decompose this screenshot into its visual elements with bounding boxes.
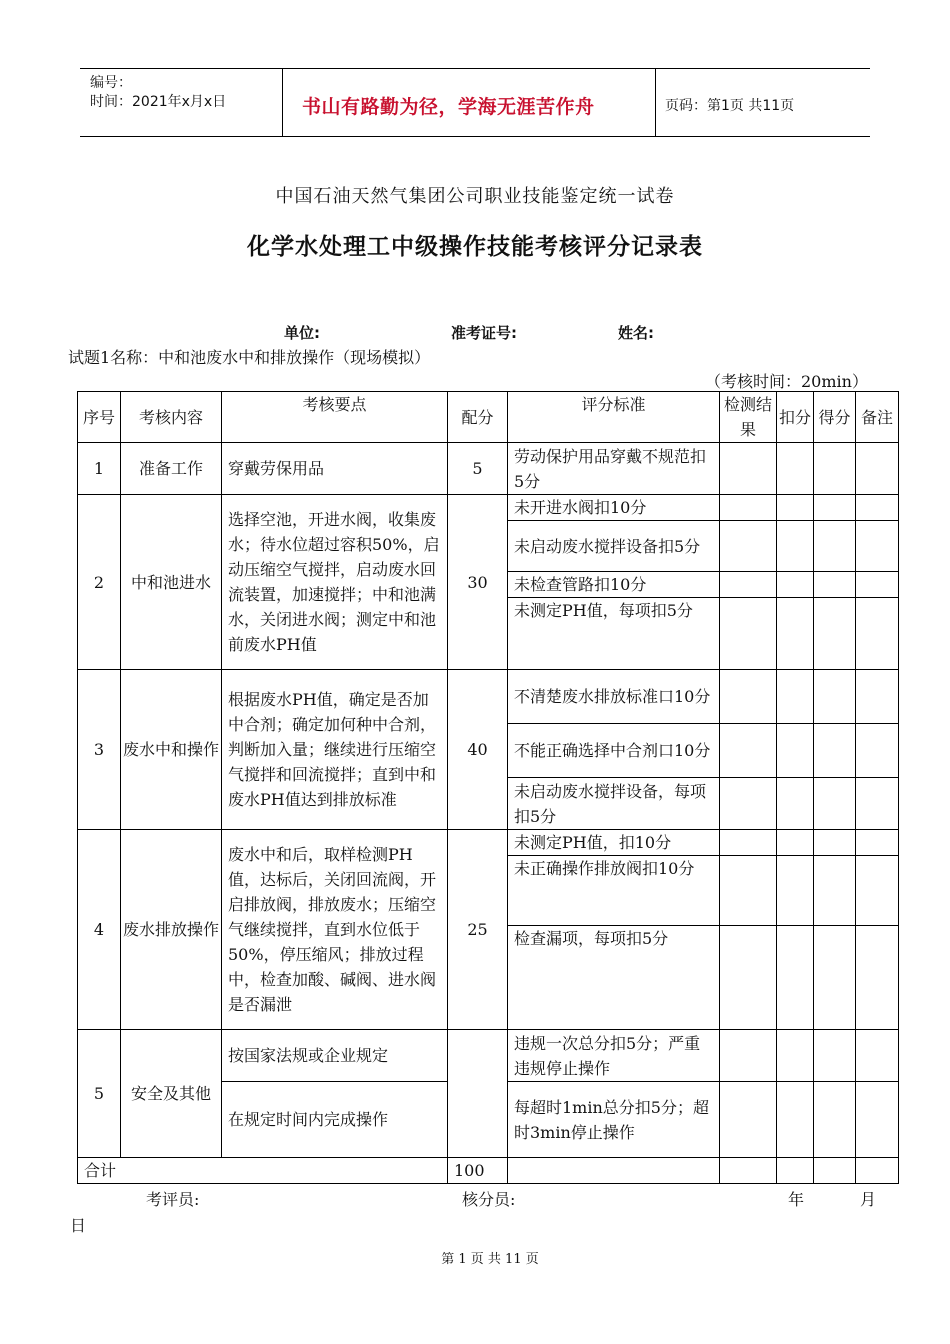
row2b-result-cell[interactable]: [720, 521, 777, 572]
row3c-remark-cell[interactable]: [856, 778, 899, 830]
table-row: [78, 1030, 899, 1082]
row2c-result-cell[interactable]: [720, 572, 777, 598]
row3c-deduct-cell[interactable]: [777, 778, 814, 830]
row3-remark-cell[interactable]: [856, 670, 899, 724]
row3b-result-cell[interactable]: [720, 724, 777, 778]
row4-get-cell[interactable]: [814, 830, 856, 856]
document-title: 化学水处理工中级操作技能考核评分记录表: [247, 234, 703, 260]
row1-content: 准备工作: [121, 443, 222, 495]
row5-seq: 5: [78, 1030, 121, 1158]
total-value: 100: [448, 1158, 508, 1184]
header-get: 得分: [814, 392, 856, 443]
row2-criteria-4: 未测定PH值，每项扣5分: [508, 598, 720, 670]
total-remark-cell[interactable]: [856, 1158, 899, 1184]
row5-criteria-1: 违规一次总分扣5分；严重违规停止操作: [508, 1030, 720, 1082]
month-label: 月: [860, 1190, 877, 1209]
row4c-remark-cell[interactable]: [856, 926, 899, 1030]
row4-result-cell[interactable]: [720, 830, 777, 856]
row2c-get-cell[interactable]: [814, 572, 856, 598]
checker-label: 核分员:: [462, 1190, 516, 1209]
row3b-remark-cell[interactable]: [856, 724, 899, 778]
row3-get-cell[interactable]: [814, 670, 856, 724]
unit-label: 单位:: [284, 324, 320, 342]
exam-number-label: 准考证号:: [451, 324, 517, 342]
row5b-result-cell[interactable]: [720, 1082, 777, 1158]
row3c-result-cell[interactable]: [720, 778, 777, 830]
table-header-row: [78, 392, 899, 443]
total-deduct-cell[interactable]: [777, 1158, 814, 1184]
row4-criteria-3: 检查漏项，每项扣5分: [508, 926, 720, 1030]
scoring-table: [77, 391, 899, 1184]
exam-time: （考核时间：20min）: [705, 372, 868, 391]
row4-seq: 4: [78, 830, 121, 1030]
year-label: 年: [788, 1190, 805, 1209]
header-content: 考核内容: [121, 392, 222, 443]
day-label: 日: [70, 1216, 87, 1235]
row2-content: 中和池进水: [121, 495, 222, 670]
total-get-cell[interactable]: [814, 1158, 856, 1184]
row2b-remark-cell[interactable]: [856, 521, 899, 572]
row5b-remark-cell[interactable]: [856, 1082, 899, 1158]
row3b-get-cell[interactable]: [814, 724, 856, 778]
table-row: [78, 443, 899, 495]
page-info: 页码：第1页 共11页: [665, 98, 795, 114]
examiner-label: 考评员:: [146, 1190, 200, 1209]
row3-result-cell[interactable]: [720, 670, 777, 724]
row5-points-1: 按国家法规或企业规定: [222, 1030, 448, 1082]
row1-seq: 1: [78, 443, 121, 495]
row5-remark-cell[interactable]: [856, 1030, 899, 1082]
header-seq: 序号: [78, 392, 121, 443]
header-points: 考核要点: [222, 392, 448, 443]
header-score: 配分: [448, 392, 508, 443]
header-criteria: 评分标准: [508, 392, 720, 443]
header-bottom-rule: [80, 136, 870, 137]
name-label: 姓名:: [618, 324, 654, 342]
row5-content: 安全及其他: [121, 1030, 222, 1158]
row1-score: 5: [448, 443, 508, 495]
row2-remark-cell[interactable]: [856, 495, 899, 521]
row3c-get-cell[interactable]: [814, 778, 856, 830]
row5b-get-cell[interactable]: [814, 1082, 856, 1158]
row4c-deduct-cell[interactable]: [777, 926, 814, 1030]
time-label: 时间：2021年x月x日: [90, 94, 227, 110]
page-footer: 第 1 页 共 11 页: [441, 1252, 539, 1267]
total-criteria-cell: [508, 1158, 720, 1184]
row3-content: 废水中和操作: [121, 670, 222, 830]
row3-criteria-1: 不清楚废水排放标准口10分: [508, 670, 720, 724]
row4b-deduct-cell[interactable]: [777, 856, 814, 926]
table-row: [78, 670, 899, 724]
row2-criteria-1: 未开进水阀扣10分: [508, 495, 720, 521]
document-subtitle: 中国石油天然气集团公司职业技能鉴定统一试卷: [275, 186, 675, 207]
row3-criteria-3: 未启动废水搅拌设备，每项扣5分: [508, 778, 720, 830]
row3-points: 根据废水PH值，确定是否加中合剂；确定加何种中合剂，判断加入量；继续进行压缩空气搅拌和回流搅拌；直到中和废水PH值达到排放标准: [222, 670, 448, 830]
row3-seq: 3: [78, 670, 121, 830]
row2-get-cell[interactable]: [814, 495, 856, 521]
row4-content: 废水排放操作: [121, 830, 222, 1030]
row5-criteria-2: 每超时1min总分扣5分；超时3min停止操作: [508, 1082, 720, 1158]
row4-deduct-cell[interactable]: [777, 830, 814, 856]
header-deduct: 扣分: [777, 392, 814, 443]
row3-criteria-2: 不能正确选择中合剂口10分: [508, 724, 720, 778]
row2b-deduct-cell[interactable]: [777, 521, 814, 572]
row5-deduct-cell[interactable]: [777, 1030, 814, 1082]
header-divider-right: [655, 68, 656, 136]
row3-score: 40: [448, 670, 508, 830]
row5-points-2: 在规定时间内完成操作: [222, 1082, 448, 1158]
header-top-rule: [80, 68, 870, 69]
row4-score: 25: [448, 830, 508, 1030]
row4b-get-cell[interactable]: [814, 856, 856, 926]
row1-criteria-1: 劳动保护用品穿戴不规范扣5分: [508, 443, 720, 495]
header-divider-left: [282, 68, 283, 136]
total-label: 合计: [78, 1158, 448, 1184]
row1-remark-cell[interactable]: [856, 443, 899, 495]
row4-remark-cell[interactable]: [856, 830, 899, 856]
row2-result-cell[interactable]: [720, 495, 777, 521]
code-label: 编号：: [90, 75, 132, 91]
row2-seq: 2: [78, 495, 121, 670]
row2d-get-cell[interactable]: [814, 598, 856, 670]
row4b-result-cell[interactable]: [720, 856, 777, 926]
row2d-deduct-cell[interactable]: [777, 598, 814, 670]
row1-points: 穿戴劳保用品: [222, 443, 448, 495]
row1-get-cell[interactable]: [814, 443, 856, 495]
row4-criteria-1: 未测定PH值，扣10分: [508, 830, 720, 856]
row5b-deduct-cell[interactable]: [777, 1082, 814, 1158]
row2c-remark-cell[interactable]: [856, 572, 899, 598]
row2-score: 30: [448, 495, 508, 670]
row5-result-cell[interactable]: [720, 1030, 777, 1082]
table-row: [78, 495, 899, 521]
row4b-remark-cell[interactable]: [856, 856, 899, 926]
row2d-remark-cell[interactable]: [856, 598, 899, 670]
header-result: 检测结果: [720, 392, 777, 443]
row2d-result-cell[interactable]: [720, 598, 777, 670]
table-row: [78, 830, 899, 856]
row5-score: [448, 1030, 508, 1158]
row4c-result-cell[interactable]: [720, 926, 777, 1030]
row3-deduct-cell[interactable]: [777, 670, 814, 724]
row2-points: 选择空池，开进水阀，收集废水；待水位超过容积50%，启动压缩空气搅拌，启动废水回流装置，加速搅拌；中和池满水，关闭进水阀；测定中和池前废水PH值: [222, 495, 448, 670]
motto: 书山有路勤为径，学海无涯苦作舟: [302, 96, 595, 118]
total-row: [78, 1158, 899, 1184]
total-result-cell[interactable]: [720, 1158, 777, 1184]
row2-criteria-3: 未检查管路扣10分: [508, 572, 720, 598]
row4c-get-cell[interactable]: [814, 926, 856, 1030]
header-remark: 备注: [856, 392, 899, 443]
row4-criteria-2: 未正确操作排放阀扣10分: [508, 856, 720, 926]
row2-deduct-cell[interactable]: [777, 495, 814, 521]
row3b-deduct-cell[interactable]: [777, 724, 814, 778]
row2-criteria-2: 未启动废水搅拌设备扣5分: [508, 521, 720, 572]
row4-points: 废水中和后，取样检测PH值，达标后，关闭回流阀，开启排放阀，排放废水；压缩空气继续搅拌，直到水位低于50%，停压缩风；排放过程中，检查加酸、碱阀、进水阀是否漏泄: [222, 830, 448, 1030]
question-title: 试题1名称：中和池废水中和排放操作（现场模拟）: [68, 348, 431, 367]
row1-deduct-cell[interactable]: [777, 443, 814, 495]
row2c-deduct-cell[interactable]: [777, 572, 814, 598]
row5-get-cell[interactable]: [814, 1030, 856, 1082]
row1-result-cell[interactable]: [720, 443, 777, 495]
row2b-get-cell[interactable]: [814, 521, 856, 572]
